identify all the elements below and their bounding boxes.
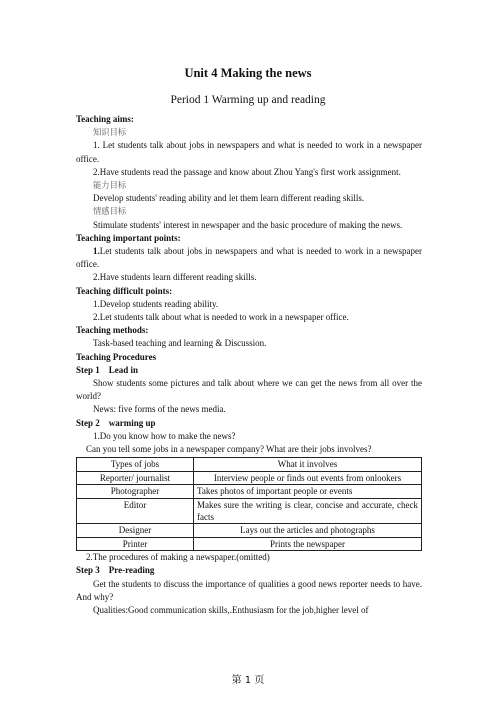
- important-points-heading: Teaching important points:: [76, 232, 181, 243]
- jobs-table: [76, 457, 422, 551]
- important-point-2: 2.Have students learn different reading skills.: [93, 272, 257, 283]
- table-cell: Prints the newspaper: [194, 537, 422, 550]
- table-cell: Photographer: [77, 485, 194, 498]
- step3-qualities: Qualities:Good communication skills,.Enthusiasm for the job,higher level of: [93, 604, 369, 615]
- document-subtitle: Period 1 Warming up and reading: [170, 94, 326, 106]
- table-cell: Printer: [77, 537, 194, 550]
- ability-aim: Develop students' reading ability and let them learn different reading skills.: [93, 193, 365, 204]
- emotion-label: 情感目标: [93, 206, 127, 217]
- knowledge-aim-2: 2.Have students read the passage and know about Zhou Yang's first work assignment.: [93, 166, 401, 177]
- table-header-cell: What it involves: [194, 458, 422, 471]
- table-cell: Interview people or finds out events from onlookers: [194, 471, 422, 484]
- table-header-cell: Types of jobs: [77, 458, 194, 471]
- important-point-1: [76, 245, 422, 271]
- methods-heading: Teaching methods:: [76, 325, 149, 336]
- table-cell: Designer: [77, 524, 194, 537]
- table-cell: Editor: [77, 498, 194, 524]
- step2-procedures: 2.The procedures of making a newspaper.(omitted): [86, 552, 270, 563]
- page-number: 第 1 页: [231, 675, 265, 686]
- step2-heading: Step 2 warming up: [76, 417, 156, 428]
- document-title: Unit 4 Making the news: [184, 66, 312, 80]
- knowledge-aim-1: 1. Let students talk about jobs in newspapers and what is needed to work in a newspaper office.: [76, 140, 422, 164]
- aims-heading: Teaching aims:: [76, 114, 134, 124]
- step2-question-2: Can you tell some jobs in a newspaper company? What are their jobs involves?: [86, 444, 372, 455]
- important-point-1-number: 1.: [93, 246, 100, 257]
- table-cell: Makes sure the writing is clear, concise and accurate, check facts: [194, 498, 422, 524]
- table-row: [77, 524, 422, 537]
- step1-news: News: five forms of the news media.: [93, 404, 226, 415]
- table-header-row: [77, 458, 422, 471]
- methods-text: Task-based teaching and learning & Discussion.: [93, 338, 267, 349]
- table-row: [77, 537, 422, 550]
- table-row: [77, 498, 422, 524]
- table-cell: Takes photos of important people or events: [194, 485, 422, 498]
- emotion-aim: Stimulate students' interest in newspaper and the basic procedure of making the news.: [93, 219, 403, 230]
- step3-text: Get the students to discuss the importance of qualities a good news reporter needs to have. And why?: [76, 578, 422, 602]
- difficult-point-1: 1.Develop students reading ability.: [93, 298, 219, 309]
- table-cell: Lays out the articles and photographs: [194, 524, 422, 537]
- table-cell: Reporter/ journalist: [77, 471, 194, 484]
- knowledge-label: 知识目标: [93, 127, 127, 138]
- step3-heading: Step 3 Pre-reading: [76, 565, 155, 576]
- difficult-points-heading: Teaching difficult points:: [76, 285, 173, 296]
- ability-label: 能力目标: [93, 180, 127, 191]
- important-point-1-text: Let students talk about jobs in newspapers and what is needed to work in a newspaper office.: [76, 246, 422, 270]
- lesson-plan-body: [76, 113, 422, 617]
- procedures-heading: Teaching Procedures: [76, 351, 157, 362]
- table-row: [77, 485, 422, 498]
- table-row: [77, 471, 422, 484]
- step1-heading: Step 1 Lead in: [76, 364, 139, 375]
- step2-question-1: 1.Do you know how to make the news?: [93, 430, 236, 441]
- step1-text: Show students some pictures and talk about where we can get the news from all over the world?: [76, 378, 422, 402]
- difficult-point-2: 2.Let students talk about what is needed to work in a newspaper office.: [93, 312, 349, 323]
